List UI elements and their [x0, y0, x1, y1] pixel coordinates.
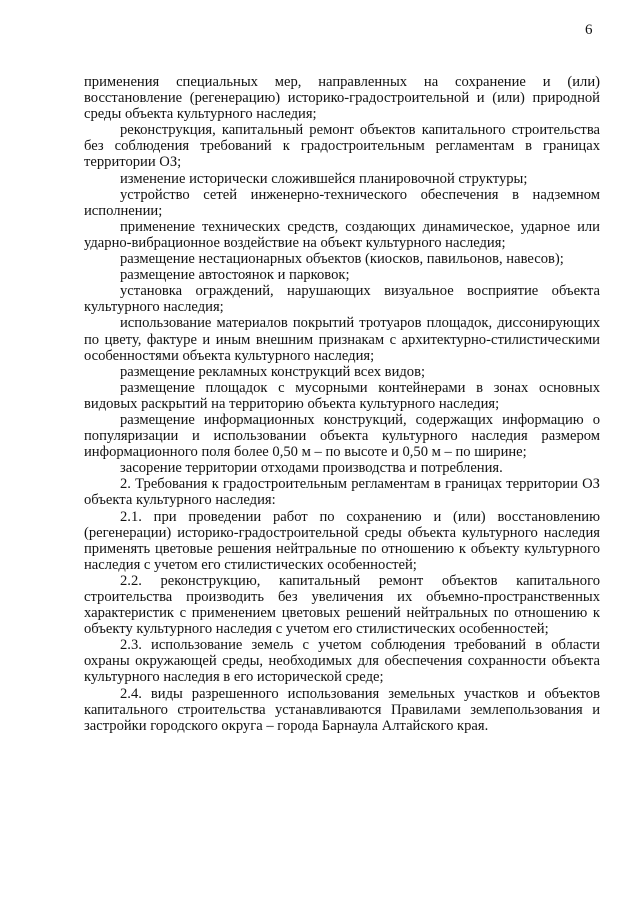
paragraph-planning-structure: изменение исторически сложившейся планировочной структуры; — [120, 170, 528, 187]
paragraph-engineering-networks: устройство сетей инженерно-технического обеспечения в надземном исполнении; — [84, 186, 600, 219]
paragraph-littering: засорение территории отходами производства и потребления. — [120, 460, 503, 477]
paragraph-2-4: 2.4. виды разрешенного использования земельных участков и объектов капитального строительства устанавливаются Правилами землепользования и застройки городского округа – города Барнаула Алтайского края. — [84, 685, 600, 734]
paragraph-section-2: 2. Требования к градостроительным регламентам в границах территории ОЗ объекта культурного наследия: — [84, 476, 600, 509]
paragraph-2-3: 2.3. использование земель с учетом соблюдения требований в области охраны окружающей среды, необходимых для обеспечения сохранности объекта культурного наследия в его исторической среде; — [84, 637, 600, 686]
paragraph-reconstruction: реконструкция, капитальный ремонт объектов капитального строительства без соблюдения требований к градостроительным регламентам в границах территории ОЗ; — [84, 122, 600, 171]
paragraph-continuation: применения специальных мер, направленных на сохранение и (или) восстановление (регенерацию) историко-градостроительной и (или) природной среды объекта культурного наследия; — [84, 74, 600, 123]
paragraph-waste-containers: размещение площадок с мусорными контейнерами в зонах основных видовых раскрытий на территорию объекта культурного наследия; — [84, 379, 600, 412]
paragraph-advertising: размещение рекламных конструкций всех видов; — [120, 363, 426, 380]
paragraph-fences: установка ограждений, нарушающих визуальное восприятие объекта культурного наследия; — [84, 283, 600, 316]
paragraph-pavement-materials: использование материалов покрытий тротуаров площадок, диссонирующих по цвету, фактуре и иным внешним признакам с архитектурно-стилистическими особенностями объекта культурного наследия; — [84, 315, 600, 364]
paragraph-2-2: 2.2. реконструкцию, капитальный ремонт объектов капитального строительства производить без увеличения их объемно-пространственных характеристик с применением цветовых решений нейтральных по отношению к объекту культурного наследия с учетом его стилистических особенностей; — [84, 572, 600, 638]
document-body — [84, 74, 600, 734]
paragraph-information-structures: размещение информационных конструкций, содержащих информацию о популяризации и использовании объекта культурного наследия размером информационного поля более 0,50 м – по высоте и 0,50 м – по ширине; — [84, 411, 600, 461]
page-number: 6 — [585, 22, 593, 38]
paragraph-nonstationary-objects: размещение нестационарных объектов (киосков, павильонов, навесов); — [120, 251, 564, 268]
paragraph-parking: размещение автостоянок и парковок; — [120, 267, 350, 284]
paragraph-technical-means: применение технических средств, создающих динамическое, ударное или ударно-вибрационное воздействие на объект культурного наследия; — [84, 218, 600, 251]
paragraph-2-1: 2.1. при проведении работ по сохранению и (или) восстановлению (регенерации) историко-градостроительной среды объекта культурного наследия применять цветовые решения нейтральные по отношению к объекту культурного наследия с учетом его стилистических особенностей; — [84, 508, 600, 573]
